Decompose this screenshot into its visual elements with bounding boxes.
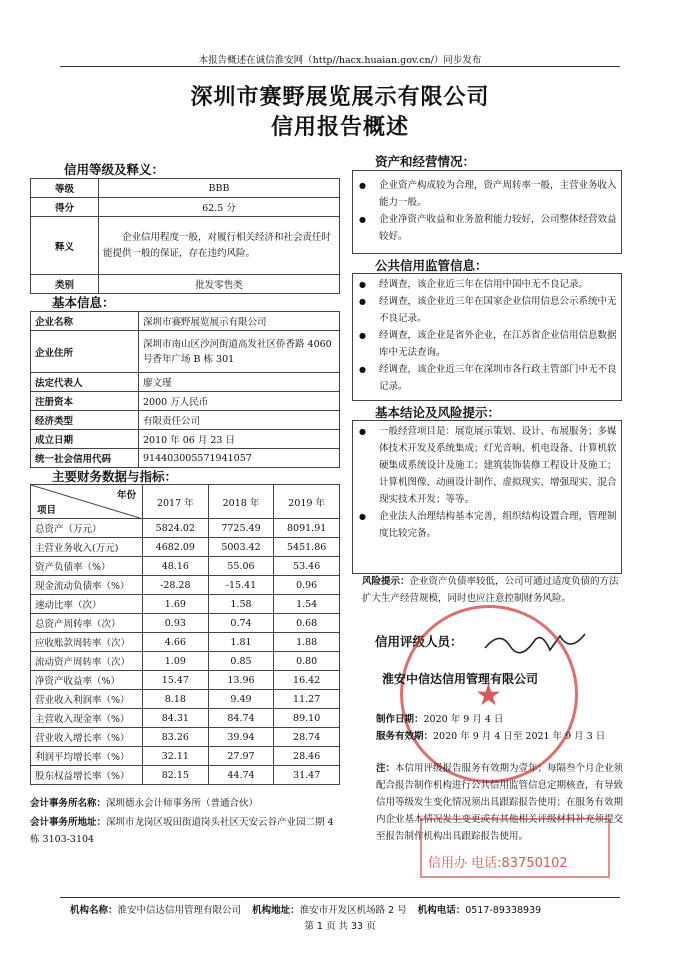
finance-row-label: 流动资产周转率（次）	[31, 652, 143, 671]
finance-row	[31, 538, 340, 557]
finance-row-label: 利润平均增长率（%）	[31, 747, 143, 766]
risk-note	[362, 573, 624, 607]
page-number: 第 1 页 共 33 页	[304, 921, 376, 932]
finance-row	[31, 652, 340, 671]
footer-org: 淮安中信达信用管理有限公司	[117, 905, 242, 916]
note-text: 本信用评级报告服务有效期为壹年；每隔叁个月企业须配合报告制作机构进行公共信用监管信息定期核查，有导致信用等级发生变化情况须出具跟踪报告使用；在服务有效期内企业基本情况发生变更或有其他相关评级材料补充须提交至报告制作机构出具跟踪报告使用。	[376, 763, 624, 842]
footer-org-label: 机构名称：	[70, 905, 118, 916]
footer-addr-label: 机构地址：	[252, 905, 300, 916]
finance-row-label: 总资产（万元）	[31, 519, 143, 538]
footer-addr: 淮安市开发区机场路 2 号	[299, 905, 407, 916]
basic-label: 法定代表人	[31, 373, 139, 392]
public-section-title: 公共信用监管信息：	[375, 258, 488, 273]
public-box	[352, 273, 622, 401]
risk-label: 风险提示：	[362, 576, 410, 587]
footer-info	[70, 902, 541, 916]
basic-value: 914403005571941057	[139, 449, 340, 468]
rating-person-label: 信用评级人员：	[375, 634, 463, 649]
credit-table	[30, 178, 340, 294]
assets-item: ● 企业资产构成较为合理，资产周转率一般，主营业务收入能力一般。	[353, 177, 621, 211]
year-col: 2019 年	[274, 485, 340, 519]
conclusion-box	[352, 420, 622, 574]
finance-row-label: 资产负债率（%）	[31, 557, 143, 576]
firm-name-line	[30, 795, 340, 812]
public-item: ● 经调查，该企业近三年在深圳市各行政主管部门中无不良记录。	[353, 361, 621, 395]
finance-cell: 1.58	[208, 595, 274, 614]
finance-cell: 5451.86	[274, 538, 340, 557]
finance-cell: 84.74	[208, 709, 274, 728]
finance-cell: 4682.09	[143, 538, 209, 557]
finance-cell: 55.06	[208, 557, 274, 576]
firm-addr-line	[30, 814, 340, 848]
assets-box	[352, 170, 622, 254]
assets-list	[353, 177, 621, 245]
risk-text: 企业资产负债率较低，公司可通过适度负债的方法扩大生产经营规模，同时也应注意控制财务风险。	[362, 576, 619, 604]
basic-label: 注册资本	[31, 392, 139, 411]
finance-cell: 48.16	[143, 557, 209, 576]
grade-label: 等级	[31, 179, 99, 198]
basic-label: 企业名称	[31, 312, 139, 331]
finance-cell: 0.85	[208, 652, 274, 671]
firm-value: 深圳德永会计师事务所（普通合伙）	[106, 798, 259, 809]
finance-cell: 0.74	[208, 614, 274, 633]
note-label: 注：	[376, 763, 396, 774]
finance-row	[31, 766, 340, 785]
company-title: 深圳市赛野展览展示有限公司	[190, 85, 490, 110]
finance-row	[31, 709, 340, 728]
finance-row	[31, 633, 340, 652]
conclusion-item: ● 企业法人治理结构基本完善，组织结构设置合理，管理制度比较完备。	[353, 508, 621, 542]
valid-line	[376, 728, 605, 742]
basic-label: 经济类型	[31, 411, 139, 430]
conclusion-section-title: 基本结论及风险提示：	[375, 405, 501, 420]
basic-label: 成立日期	[31, 430, 139, 449]
finance-cell: 9.49	[208, 690, 274, 709]
basic-value: 深圳市赛野展览展示有限公司	[139, 312, 340, 331]
finance-cell: 4.66	[143, 633, 209, 652]
report-title: 信用报告概述	[270, 115, 409, 140]
basic-label: 统一社会信用代码	[31, 449, 139, 468]
finance-cell: 44.74	[208, 766, 274, 785]
finance-cell: 7725.49	[208, 519, 274, 538]
basic-value: 深圳市南山区沙河街道高发社区侨香路 4060 号香年广场 B 栋 301	[139, 331, 340, 373]
meaning-label: 释义	[31, 217, 99, 275]
assets-section-title: 资产和经营情况：	[375, 154, 476, 169]
finance-row	[31, 557, 340, 576]
year-header: 年份	[116, 490, 136, 501]
public-list	[353, 276, 621, 395]
grade-value: BBB	[99, 179, 340, 198]
finance-row-label: 速动比率（次）	[31, 595, 143, 614]
finance-cell: 8.18	[143, 690, 209, 709]
make-date-line	[376, 711, 503, 725]
finance-cell: 5003.42	[208, 538, 274, 557]
assets-item: ● 企业净资产收益和业务盈利能力较好，公司整体经营效益较好。	[353, 211, 621, 245]
finance-cell: 16.42	[274, 671, 340, 690]
conclusion-list	[353, 423, 621, 542]
finance-cell: 11.27	[274, 690, 340, 709]
finance-cell: 0.93	[143, 614, 209, 633]
finance-row	[31, 519, 340, 538]
finance-corner-cell	[31, 485, 143, 519]
finance-row-label: 营业收入增长率（%）	[31, 728, 143, 747]
category-label: 类别	[31, 275, 99, 294]
finance-cell: 8091.91	[274, 519, 340, 538]
finance-cell: 83.26	[143, 728, 209, 747]
header-divider	[60, 66, 620, 67]
finance-row	[31, 576, 340, 595]
public-item: ● 经调查，该企业近三年在信用中国中无不良记录。	[353, 276, 621, 293]
public-item: ● 经调查，该企业近三年在国家企业信用信息公示系统中无不良记录。	[353, 293, 621, 327]
finance-cell: 0.80	[274, 652, 340, 671]
basic-info-table	[30, 311, 340, 468]
footer-tel: 0517-89338939	[465, 905, 542, 916]
finance-cell: 1.09	[143, 652, 209, 671]
finance-row-label: 现金流动负债率（%）	[31, 576, 143, 595]
year-col: 2017 年	[143, 485, 209, 519]
finance-row	[31, 728, 340, 747]
finance-row-label: 应收账款周转率（次）	[31, 633, 143, 652]
finance-row	[31, 671, 340, 690]
rating-agency: 淮安中信达信用管理有限公司	[382, 672, 539, 686]
finance-cell: 31.47	[274, 766, 340, 785]
credit-section-title: 信用等级及释义：	[64, 162, 165, 177]
finance-row-label: 主营业务收入(万元)	[31, 538, 143, 557]
finance-cell: -15.41	[208, 576, 274, 595]
finance-cell: 27.97	[208, 747, 274, 766]
finance-cell: 28.46	[274, 747, 340, 766]
finance-cell: 32.11	[143, 747, 209, 766]
item-header: 项目	[37, 505, 57, 516]
basic-section-title: 基本信息：	[52, 295, 115, 310]
finance-cell: 0.68	[274, 614, 340, 633]
finance-row	[31, 595, 340, 614]
finance-row-label: 股东权益增长率（%）	[31, 766, 143, 785]
year-col: 2018 年	[208, 485, 274, 519]
finance-cell: 13.96	[208, 671, 274, 690]
make-date-value: 2020 年 9 月 4 日	[423, 714, 504, 725]
basic-value: 廖文瑾	[139, 373, 340, 392]
finance-cell: 53.46	[274, 557, 340, 576]
valid-label: 服务有效期：	[376, 731, 434, 742]
basic-value: 2000 万人民币	[139, 392, 340, 411]
contact-stamp-text: 信用办 电话:83750102	[428, 856, 568, 871]
finance-cell: 15.47	[143, 671, 209, 690]
category-value: 批发零售类	[99, 275, 340, 294]
finance-row	[31, 747, 340, 766]
finance-row	[31, 614, 340, 633]
valid-value: 2020 年 9 月 4 日至 2021 年 9 月 3 日	[433, 731, 606, 742]
finance-section-title: 主要财务数据与指标：	[52, 469, 178, 484]
basic-value: 有限责任公司	[139, 411, 340, 430]
footer-tel-label: 机构电话：	[417, 905, 466, 916]
basic-label: 企业住所	[31, 331, 139, 373]
finance-row-label: 主营收入现金率（%）	[31, 709, 143, 728]
firm-label: 会计事务所名称：	[30, 798, 107, 809]
finance-cell: 0.96	[274, 576, 340, 595]
footer-divider	[60, 897, 620, 898]
header-note: 本报告概述在诚信淮安网（http//hacx.huaian.gov.cn/）同步发布	[198, 55, 482, 66]
finance-row	[31, 690, 340, 709]
finance-cell: 1.69	[143, 595, 209, 614]
finance-table	[30, 484, 340, 785]
public-item: ● 经调查，该企业是省外企业，在江苏省企业信用信息数据库中无法查询。	[353, 327, 621, 361]
finance-cell: 82.15	[143, 766, 209, 785]
finance-row-label: 总资产周转率（次）	[31, 614, 143, 633]
seal-star-icon: ★	[475, 678, 502, 713]
finance-cell: 28.74	[274, 728, 340, 747]
conclusion-item: ● 一般经营项目是：展览展示策划、设计、布展服务；多媒体技术开发及系统集成；灯光音响、机电设备、计算机软硬集成系统设计及施工；建筑装饰装修工程设计及施工；计算机图像、动画设计制作、虚拟现实、增强现实、混合现实技术开发；等等。	[353, 423, 621, 508]
finance-row-label: 营业收入利润率（%）	[31, 690, 143, 709]
meaning-value: 企业信用程度一般，对履行相关经济和社会责任时能提供一般的保证，存在违约风险。	[99, 217, 340, 275]
finance-cell: 89.10	[274, 709, 340, 728]
finance-cell: -28.28	[143, 576, 209, 595]
finance-cell: 84.31	[143, 709, 209, 728]
finance-cell: 1.88	[274, 633, 340, 652]
basic-value: 2010 年 06 月 23 日	[139, 430, 340, 449]
firm-addr-label: 会计事务所地址：	[30, 817, 107, 828]
finance-cell: 1.54	[274, 595, 340, 614]
firm-addr-value: 深圳市龙岗区坂田街道岗头社区天安云谷产业园二期 4 栋 3103-3104	[30, 817, 334, 845]
finance-row-label: 净资产收益率（%）	[31, 671, 143, 690]
finance-cell: 1.81	[208, 633, 274, 652]
finance-cell: 39.94	[208, 728, 274, 747]
finance-cell: 5824.02	[143, 519, 209, 538]
make-date-label: 制作日期：	[376, 714, 424, 725]
score-value: 62.5 分	[99, 198, 340, 217]
score-label: 得分	[31, 198, 99, 217]
